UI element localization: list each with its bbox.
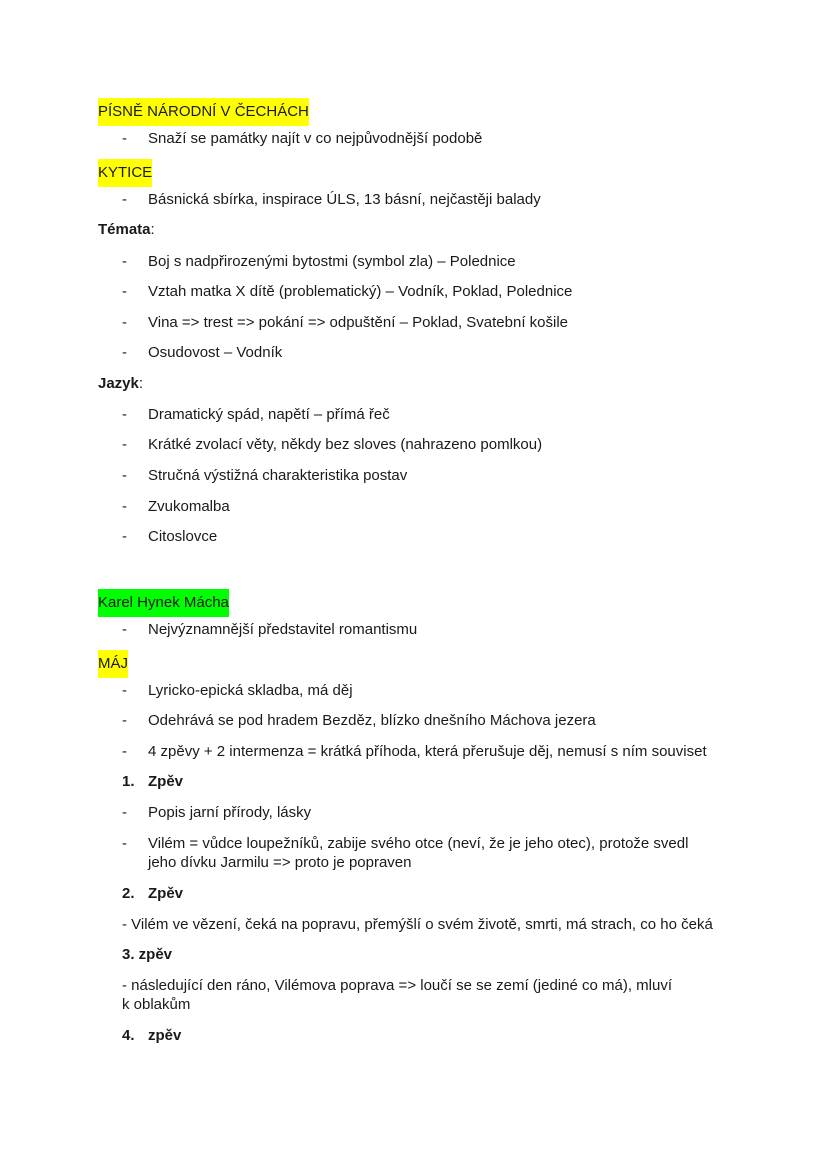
bullet-dash: -: [122, 621, 127, 638]
temata-label: Témata: [98, 221, 151, 238]
list-item: Stručná výstižná charakteristika postav: [148, 467, 408, 484]
zpev-3-text: - následující den ráno, Vilémova poprava => loučí se se zemí (jediné co má), mluví: [122, 977, 672, 994]
list-item: Vztah matka X dítě (problematický) – Vodník, Poklad, Polednice: [148, 283, 573, 300]
bullet-dash: -: [122, 253, 127, 270]
zpev-2-title: Zpěv: [148, 885, 184, 902]
list-item: Vilém = vůdce loupežníků, zabije svého otce (neví, že je jeho otec), protože svedl: [148, 835, 689, 852]
list-item: Vina => trest => pokání => odpuštění – Poklad, Svatební košile: [148, 314, 569, 331]
bullet-dash: -: [122, 283, 127, 300]
zpev-1-title: Zpěv: [148, 773, 184, 790]
list-item: Lyricko-epická skladba, má děj: [148, 682, 353, 699]
heading-maj: MÁJ: [98, 650, 128, 678]
list-item: Popis jarní přírody, lásky: [148, 804, 312, 821]
bullet-dash: -: [122, 344, 127, 361]
list-item: 4 zpěvy + 2 intermenza = krátká příhoda, která přerušuje děj, nemusí s ním souviset: [148, 743, 707, 760]
bullet-dash: -: [122, 835, 127, 852]
list-item: Nejvýznamnější představitel romantismu: [148, 621, 418, 638]
list-item: Odehrává se pod hradem Bezděz, blízko dnešního Máchova jezera: [148, 712, 596, 729]
list-item-continuation: jeho dívku Jarmilu => proto je popraven: [148, 854, 412, 871]
zpev-3-title: 3. zpěv: [122, 946, 173, 963]
bullet-dash: -: [122, 804, 127, 821]
list-item: Krátké zvolací věty, někdy bez sloves (nahrazeno pomlkou): [148, 436, 543, 453]
heading-kytice: KYTICE: [98, 159, 152, 187]
zpev-3-text-continuation: k oblakům: [122, 996, 191, 1013]
bullet-dash: -: [122, 436, 127, 453]
list-item: Dramatický spád, napětí – přímá řeč: [148, 406, 390, 423]
list-item: Osudovost – Vodník: [148, 344, 283, 361]
bullet-dash: -: [122, 528, 127, 545]
bullet-dash: -: [122, 682, 127, 699]
bullet-dash: -: [122, 743, 127, 760]
heading-pisne-narodni: PÍSNĚ NÁRODNÍ V ČECHÁCH: [98, 98, 309, 126]
heading-karel-hynek-macha: Karel Hynek Mácha: [98, 589, 229, 617]
list-item: Citoslovce: [148, 528, 218, 545]
bullet-dash: -: [122, 314, 127, 331]
temata-heading: [98, 220, 155, 240]
bullet-dash: -: [122, 467, 127, 484]
list-item: Zvukomalba: [148, 498, 230, 515]
list-item: Básnická sbírka, inspirace ÚLS, 13 básní, nejčastěji balady: [148, 191, 541, 208]
jazyk-heading: [98, 374, 143, 394]
zpev-2-text: - Vilém ve vězení, čeká na popravu, přemýšlí o svém životě, smrti, má strach, co ho čeká: [122, 916, 713, 933]
bullet-dash: -: [122, 191, 127, 208]
bullet-dash: -: [122, 406, 127, 423]
list-item: Boj s nadpřirozenými bytostmi (symbol zla) – Polednice: [148, 253, 516, 270]
bullet-dash: -: [122, 498, 127, 515]
jazyk-label: Jazyk: [98, 375, 139, 392]
bullet-dash: -: [122, 712, 127, 729]
list-item: Snaží se památky najít v co nejpůvodnější podobě: [148, 130, 483, 147]
temata-colon: :: [150, 221, 155, 238]
zpev-4-number: 4.: [122, 1027, 135, 1044]
zpev-4-title: zpěv: [148, 1027, 182, 1044]
bullet-dash: -: [122, 130, 127, 147]
jazyk-colon: :: [138, 375, 144, 392]
zpev-1-number: 1.: [122, 773, 135, 790]
zpev-2-number: 2.: [122, 885, 135, 902]
